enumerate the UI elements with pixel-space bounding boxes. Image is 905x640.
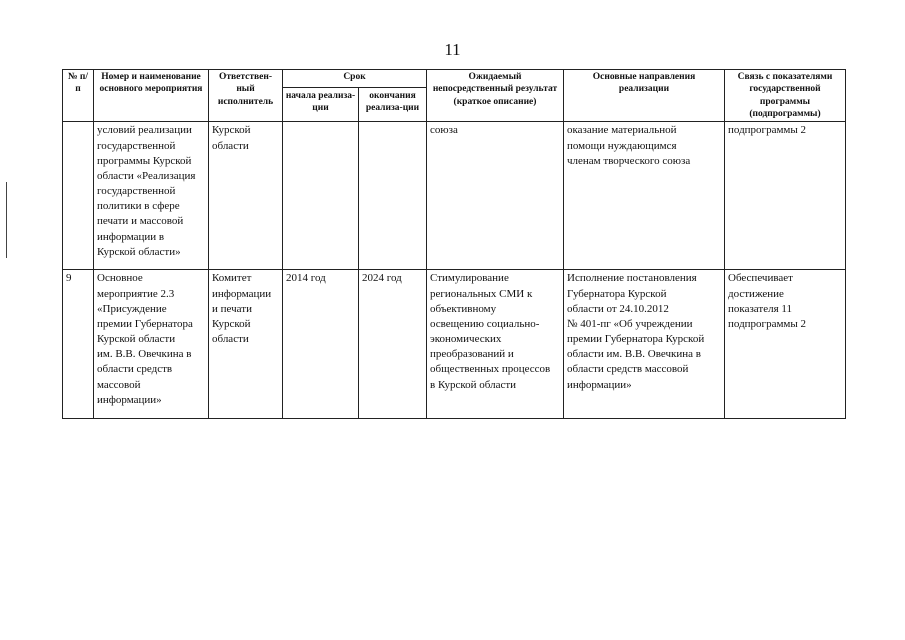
header-result: Ожидаемый непосредственный результат (краткое описание) bbox=[427, 70, 564, 122]
table-row bbox=[63, 122, 846, 270]
cell-text-line: государственной bbox=[97, 185, 176, 198]
cell-text-line: области bbox=[212, 333, 249, 346]
cell-text-line: Курской области bbox=[97, 333, 176, 346]
cell-executor bbox=[209, 270, 283, 419]
header-term: Срок bbox=[283, 70, 427, 88]
cell-directions bbox=[564, 270, 725, 419]
cell-text-line: премии Губернатора bbox=[97, 317, 193, 330]
cell-text-line: освещению социально- bbox=[430, 317, 540, 330]
cell-text-line: Исполнение постановления bbox=[567, 272, 697, 285]
cell-text-line: подпрограммы 2 bbox=[728, 317, 807, 330]
cell-text-line: объективному bbox=[430, 302, 497, 315]
cell-text-line: Основное bbox=[97, 272, 143, 285]
cell-text-line: Стимулирование bbox=[430, 272, 509, 285]
cell-text-line: помощи нуждающимся bbox=[567, 139, 677, 152]
cell-text-line: премии Губернатора Курской bbox=[567, 333, 705, 346]
cell-text-line: государственной bbox=[97, 139, 176, 152]
cell-text-line: подпрограммы 2 bbox=[728, 124, 807, 137]
cell-text-line: экономических bbox=[430, 333, 502, 346]
cell-link bbox=[725, 270, 846, 419]
cell-end: 2024 год bbox=[359, 270, 427, 419]
cell-text-line: политики в сфере bbox=[97, 200, 180, 213]
cell-name bbox=[94, 270, 209, 419]
cell-result bbox=[427, 122, 564, 270]
header-num: № п/п bbox=[63, 70, 94, 122]
margin-line bbox=[6, 182, 7, 258]
cell-text-line: достижение bbox=[728, 287, 784, 300]
cell-text-line: оказание материальной bbox=[567, 124, 677, 137]
cell-directions bbox=[564, 122, 725, 270]
cell-text-line: информации» bbox=[97, 393, 162, 406]
cell-text-line: № 401-пг «Об учреждении bbox=[567, 317, 693, 330]
cell-text-line: мероприятие 2.3 bbox=[97, 287, 175, 300]
table-row bbox=[63, 270, 846, 419]
cell-text-line: союза bbox=[430, 124, 458, 137]
cell-num bbox=[63, 122, 94, 270]
page-number: 11 bbox=[444, 40, 461, 59]
header-start: начала реализа-ции bbox=[283, 87, 359, 122]
header-link: Связь с показателями государственной программы (подпрограммы) bbox=[725, 70, 846, 122]
header-end: окончания реализа-ции bbox=[359, 87, 427, 122]
header-name: Номер и наименование основного мероприятия bbox=[94, 70, 209, 122]
cell-text-line: Курской bbox=[212, 317, 251, 330]
cell-text-line: общественных процессов bbox=[430, 363, 551, 376]
cell-text-line: в Курской области bbox=[430, 378, 517, 391]
cell-text-line: Комитет bbox=[212, 272, 252, 285]
cell-text-line: преобразований и bbox=[430, 348, 514, 361]
activity-table bbox=[62, 69, 846, 419]
cell-text-line: области средств массовой bbox=[567, 363, 689, 376]
cell-text-line: им. В.В. Овечкина в bbox=[97, 348, 192, 361]
cell-text-line: «Присуждение bbox=[97, 302, 167, 315]
cell-text-line: информации в bbox=[97, 230, 165, 243]
cell-link bbox=[725, 122, 846, 270]
cell-text-line: области средств bbox=[97, 363, 173, 376]
cell-text-line: членам творческого союза bbox=[567, 154, 691, 167]
cell-text-line: области bbox=[212, 139, 249, 152]
cell-text-line: и печати bbox=[212, 302, 252, 315]
cell-text-line: условий реализации bbox=[97, 124, 192, 137]
cell-end bbox=[359, 122, 427, 270]
header-directions: Основные направления реализации bbox=[564, 70, 725, 122]
cell-text-line: области им. В.В. Овечкина в bbox=[567, 348, 701, 361]
cell-text-line: Обеспечивает bbox=[728, 272, 793, 285]
cell-text-line: области «Реализация bbox=[97, 169, 196, 182]
cell-executor bbox=[209, 122, 283, 270]
cell-text-line: печати и массовой bbox=[97, 215, 184, 228]
cell-text-line: показателя 11 bbox=[728, 302, 792, 315]
cell-text-line: информации» bbox=[567, 378, 632, 391]
cell-text-line: массовой bbox=[97, 378, 141, 391]
cell-result bbox=[427, 270, 564, 419]
cell-text-line: информации bbox=[212, 287, 272, 300]
cell-text-line: Губернатора Курской bbox=[567, 287, 667, 300]
cell-text-line: Курской bbox=[212, 124, 251, 137]
cell-name bbox=[94, 122, 209, 270]
cell-text-line: региональных СМИ к bbox=[430, 287, 533, 300]
cell-num: 9 bbox=[63, 270, 94, 419]
cell-start: 2014 год bbox=[283, 270, 359, 419]
header-row bbox=[63, 70, 846, 88]
cell-start bbox=[283, 122, 359, 270]
cell-text-line: программы Курской bbox=[97, 154, 192, 167]
cell-text-line: Курской области» bbox=[97, 245, 181, 258]
header-executor: Ответствен-ный исполнитель bbox=[209, 70, 283, 122]
cell-text-line: области от 24.10.2012 bbox=[567, 302, 669, 315]
